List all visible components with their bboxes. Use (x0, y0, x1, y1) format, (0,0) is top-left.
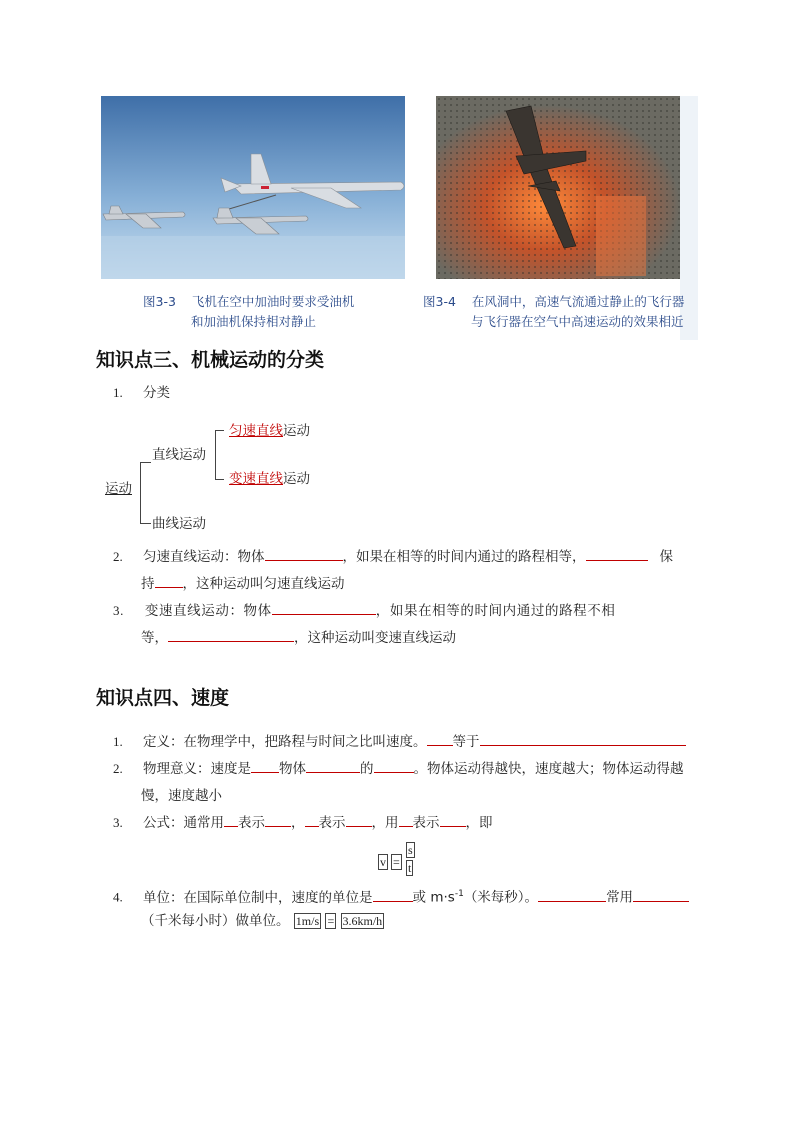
item-text: 定义：在物理学中，把路程与时间之比叫速度。 (143, 734, 427, 750)
air-refueling-photo (101, 96, 405, 279)
item-text: 公式：通常用 (143, 815, 225, 831)
caption-line: 飞机在空中加油时要求受油机 (191, 294, 355, 309)
item-number: 4. (113, 889, 123, 905)
item-number: 3. (113, 603, 124, 618)
item-text: 的 (360, 761, 374, 777)
item-text: ，用 (371, 815, 399, 831)
answer-blank[interactable] (399, 814, 413, 827)
tree-leaf-uniform-red: 匀速直线 (229, 423, 283, 439)
conversion-right: 3.6km/h (342, 914, 383, 928)
item-3-3-line2 (141, 629, 456, 647)
wind-tunnel-photo (436, 96, 680, 279)
formula-v: v (380, 855, 386, 869)
item-4-2-line1 (113, 760, 684, 778)
answer-blank[interactable] (538, 889, 606, 902)
caption-line: 和加油机保持相对静止 (191, 314, 317, 329)
answer-blank[interactable] (374, 760, 414, 773)
item-text: ，如果在相等的时间内通过的路程不相 (375, 603, 616, 619)
item-4-1 (113, 733, 686, 751)
formula-s: s (408, 843, 413, 857)
item-text: 。物体运动得越快，速度越大；物体运动得越 (413, 761, 684, 777)
item-number: 3. (113, 815, 123, 830)
item-text: 常用 (606, 889, 634, 906)
answer-blank[interactable] (168, 629, 294, 642)
formula-equals: = (393, 855, 400, 869)
section-4-title: 知识点四、速度 (96, 687, 230, 709)
item-number: 1. (113, 385, 123, 400)
item-text: ， (291, 815, 305, 831)
item-3-1 (113, 384, 170, 402)
item-3-2-line2 (141, 575, 345, 593)
tree-leaf-variable (229, 470, 310, 488)
answer-blank[interactable] (373, 889, 413, 902)
item-4-4-line2 (141, 912, 384, 930)
answer-blank[interactable] (306, 760, 360, 773)
item-text: ，如果在相等的时间内通过的路程相等， (342, 549, 586, 565)
answer-blank[interactable] (251, 760, 279, 773)
answer-blank[interactable] (427, 733, 453, 746)
item-text: 物体 (279, 761, 307, 777)
item-text: 匀速直线运动：物体 (143, 549, 265, 565)
caption-line: 在风洞中，高速气流通过静止的飞行器 (471, 294, 685, 309)
tree-leaf-uniform-rest: 运动 (283, 423, 310, 439)
item-text: 保 (659, 549, 674, 565)
item-text: ，即 (465, 815, 493, 831)
tree-leaf-uniform (229, 422, 310, 440)
tree-brace-straight (215, 430, 224, 480)
section-3-title: 知识点三、机械运动的分类 (96, 349, 325, 371)
tree-leaf-variable-red: 变速直线 (229, 471, 283, 487)
answer-blank[interactable] (265, 548, 343, 561)
item-text: ，这种运动叫匀速直线运动 (182, 576, 345, 592)
figure-label: 图3-4 (423, 294, 456, 309)
item-text: ，这种运动叫变速直线运动 (294, 630, 456, 646)
answer-blank[interactable] (224, 814, 238, 827)
item-text: 等于 (452, 734, 480, 750)
formula-t: t (408, 861, 412, 875)
answer-blank[interactable] (272, 602, 376, 615)
answer-blank[interactable] (265, 814, 291, 827)
item-text: 表示 (318, 815, 346, 831)
tree-branch-curved: 曲线运动 (152, 516, 206, 532)
conversion-equals: = (327, 914, 335, 928)
item-text: 单位：在国际单位制中，速度的单位是 (143, 889, 373, 906)
tree-root: 运动 (105, 481, 132, 497)
answer-blank[interactable] (440, 814, 466, 827)
answer-blank[interactable] (346, 814, 372, 827)
figure-label: 图3-3 (143, 294, 176, 309)
item-text: 表示 (412, 815, 440, 831)
item-3-2-line1 (113, 548, 673, 566)
item-text: （米每秒）。 (463, 889, 539, 906)
answer-blank[interactable] (633, 889, 689, 902)
item-4-2-line2: 慢，速度越小 (141, 788, 222, 804)
item-text: 持 (141, 576, 155, 592)
item-text: 表示 (238, 815, 266, 831)
item-text: 分类 (143, 385, 171, 401)
item-4-4-line1 (113, 885, 689, 907)
answer-blank[interactable] (586, 548, 648, 561)
unit-exponent: -1 (454, 889, 464, 899)
tree-brace-root (140, 462, 151, 524)
figure-3-4-caption (423, 292, 684, 332)
answer-blank[interactable] (155, 575, 183, 588)
item-text: （千米每小时）做单位。 (141, 913, 290, 929)
figure-3-3-caption (143, 292, 354, 332)
tree-leaf-variable-rest: 运动 (283, 471, 310, 487)
tree-branch-straight: 直线运动 (152, 447, 206, 463)
answer-blank[interactable] (480, 733, 686, 746)
item-4-3 (113, 814, 493, 832)
item-3-3-line1 (113, 602, 615, 620)
item-number: 2. (113, 549, 123, 564)
item-number: 1. (113, 734, 123, 749)
item-number: 2. (113, 761, 123, 776)
item-text: 物理意义：速度是 (143, 761, 252, 777)
caption-line: 与飞行器在空气中高速运动的效果相近 (471, 314, 684, 329)
item-text: 或 m·s (412, 889, 455, 906)
item-text: 变速直线运动：物体 (144, 603, 272, 619)
conversion-left: 1m/s (295, 914, 320, 928)
item-text: 等， (141, 630, 168, 646)
answer-blank[interactable] (305, 814, 319, 827)
